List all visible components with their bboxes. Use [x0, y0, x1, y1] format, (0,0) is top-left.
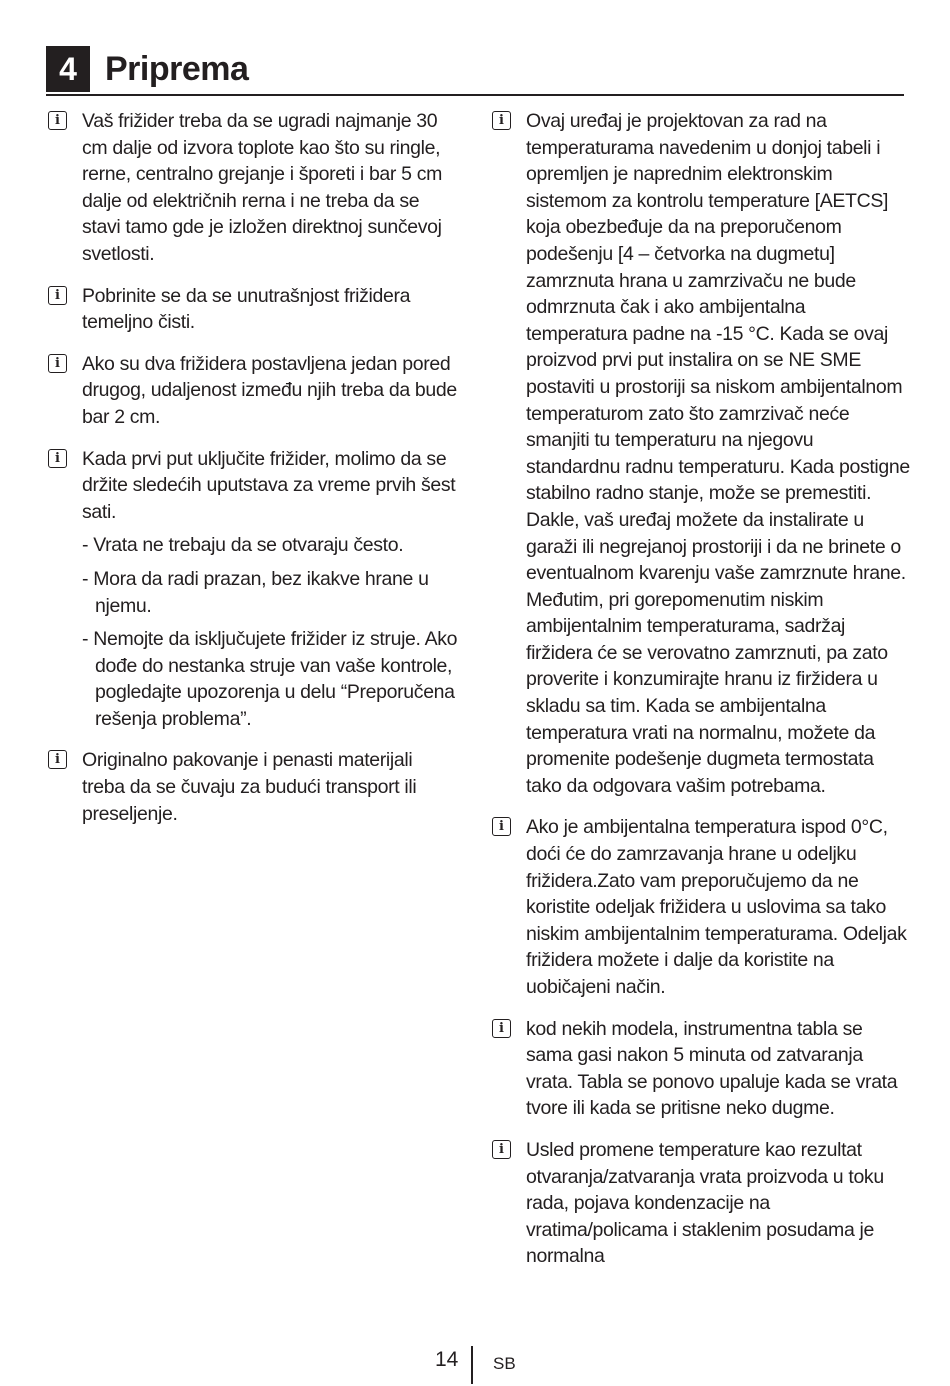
footer-divider: [471, 1346, 473, 1384]
section-header: [46, 46, 904, 96]
note-item: [490, 108, 910, 799]
right-column: [490, 108, 910, 1285]
note-item: [46, 283, 460, 336]
note-text: Vaš frižider treba da se ugradi najmanje 30 cm dalje od izvora toplote kao što su ringle, rerne, centralno grejanje i šporeti i bar 5 cm dalje od električnih rerna i ne treba da se stavi tamo gde je izložen direktnoj sunčevoj svetlosti.: [82, 110, 442, 265]
info-icon: i: [492, 1019, 511, 1038]
note-item: [46, 351, 460, 431]
note-item: [46, 747, 460, 827]
info-icon: i: [48, 354, 67, 373]
note-item: [490, 814, 910, 1000]
note-item: [46, 446, 460, 733]
section-number: 4: [46, 46, 90, 92]
note-text: Ovaj uređaj je projektovan za rad na temperaturama navedenim u donjoj tabeli i opremljen je naprednim elektronskim sistemom za kontrolu temperature [AETCS] koja obezbeđuje da na preporučenom podešenju [4 – četvorka na dugmetu] zamrznuta hrana u zamrzivaču ne bude odmrznuta čak i ako ambijentalna temperatura padne na -15 °C. Kada se ovaj proizvod prvi put instalira on se NE SME postaviti u prostoriji sa niskom ambijentalnom temperaturom zato što zamrzivač neće smanjiti tu temperaturu na njegovu standardnu radnu temperaturu. Kada postigne stabilno radno stanje, može se premestiti. Dakle, vaš uređaj možete da instalirate u garaži ili negrejanoj prostoriji i da ne brinete o eventualnom kvarenju vaše zamrznute hrane. Međutim, pri gorepomenutim niskim ambijentalnim temperaturama, sadržaj firžidera će se verovatno zamrznuti, pa zato proverite i konzumirajte hranu iz firžidera u skladu sa tim. Kada se ambijentalna temperatura vrati na normalnu, možete da promenite podešenje dugmeta termostata tako da odgovara vašim potrebama.: [526, 110, 910, 797]
list-item: - Nemojte da isključujete frižider iz struje. Ako dođe do nestanka struje van vaše kontrole, pogledajte upozorenja u delu “Preporučena rešenja problema”.: [82, 628, 458, 730]
note-text: kod nekih modela, instrumentna tabla se sama gasi nakon 5 minuta od zatvaranja vrata. Tabla se ponovo upaluje kada se vrata tvore ili kada se pritisne neko dugme.: [526, 1017, 898, 1120]
info-icon: i: [492, 111, 511, 130]
left-column: [46, 108, 460, 842]
note-text: Kada prvi put uključite frižider, molimo da se držite sledećih uputstava za vreme prvih šest sati.: [82, 447, 456, 523]
list-item: - Mora da radi prazan, bez ikakve hrane u njemu.: [82, 567, 429, 617]
info-icon: i: [492, 817, 511, 836]
note-text: Pobrinite se da se unutrašnjost frižidera temeljno čisti.: [82, 284, 411, 334]
info-icon: i: [492, 1140, 511, 1159]
info-icon: i: [48, 111, 67, 130]
info-icon: i: [48, 449, 67, 468]
note-text: Ako su dva frižidera postavljena jedan pored drugog, udaljenost između njih treba da bude bar 2 cm.: [82, 352, 457, 428]
note-text: Usled promene temperature kao rezultat otvaranja/zatvaranja vrata proizvoda u toku rada, pojava kondenzacije na vratima/policama i staklenim posudama je normalna: [526, 1138, 884, 1268]
language-code: SB: [493, 1354, 516, 1373]
info-icon: i: [48, 286, 67, 305]
note-item: [490, 1016, 910, 1122]
page-footer: [0, 1346, 950, 1386]
note-text: Originalno pakovanje i penasti materijali treba da se čuvaju za budući transport ili preseljenje.: [82, 749, 417, 825]
note-text: Ako je ambijentalna temperatura ispod 0°C, doći će do zamrzavanja hrane u odeljku frižidera.Zato vam preporučujemo da ne koristite odeljak frižidera u uslovima sa tako niskim ambijentalnim temperaturama. Odeljak frižidera možete i dalje da koristite na uobičajeni način.: [526, 816, 907, 998]
info-icon: i: [48, 750, 67, 769]
note-item: [490, 1137, 910, 1270]
section-title: Priprema: [105, 50, 249, 88]
note-item: [46, 108, 460, 268]
page-number: 14: [435, 1348, 459, 1371]
list-item: - Vrata ne trebaju da se otvaraju često.: [82, 534, 404, 557]
